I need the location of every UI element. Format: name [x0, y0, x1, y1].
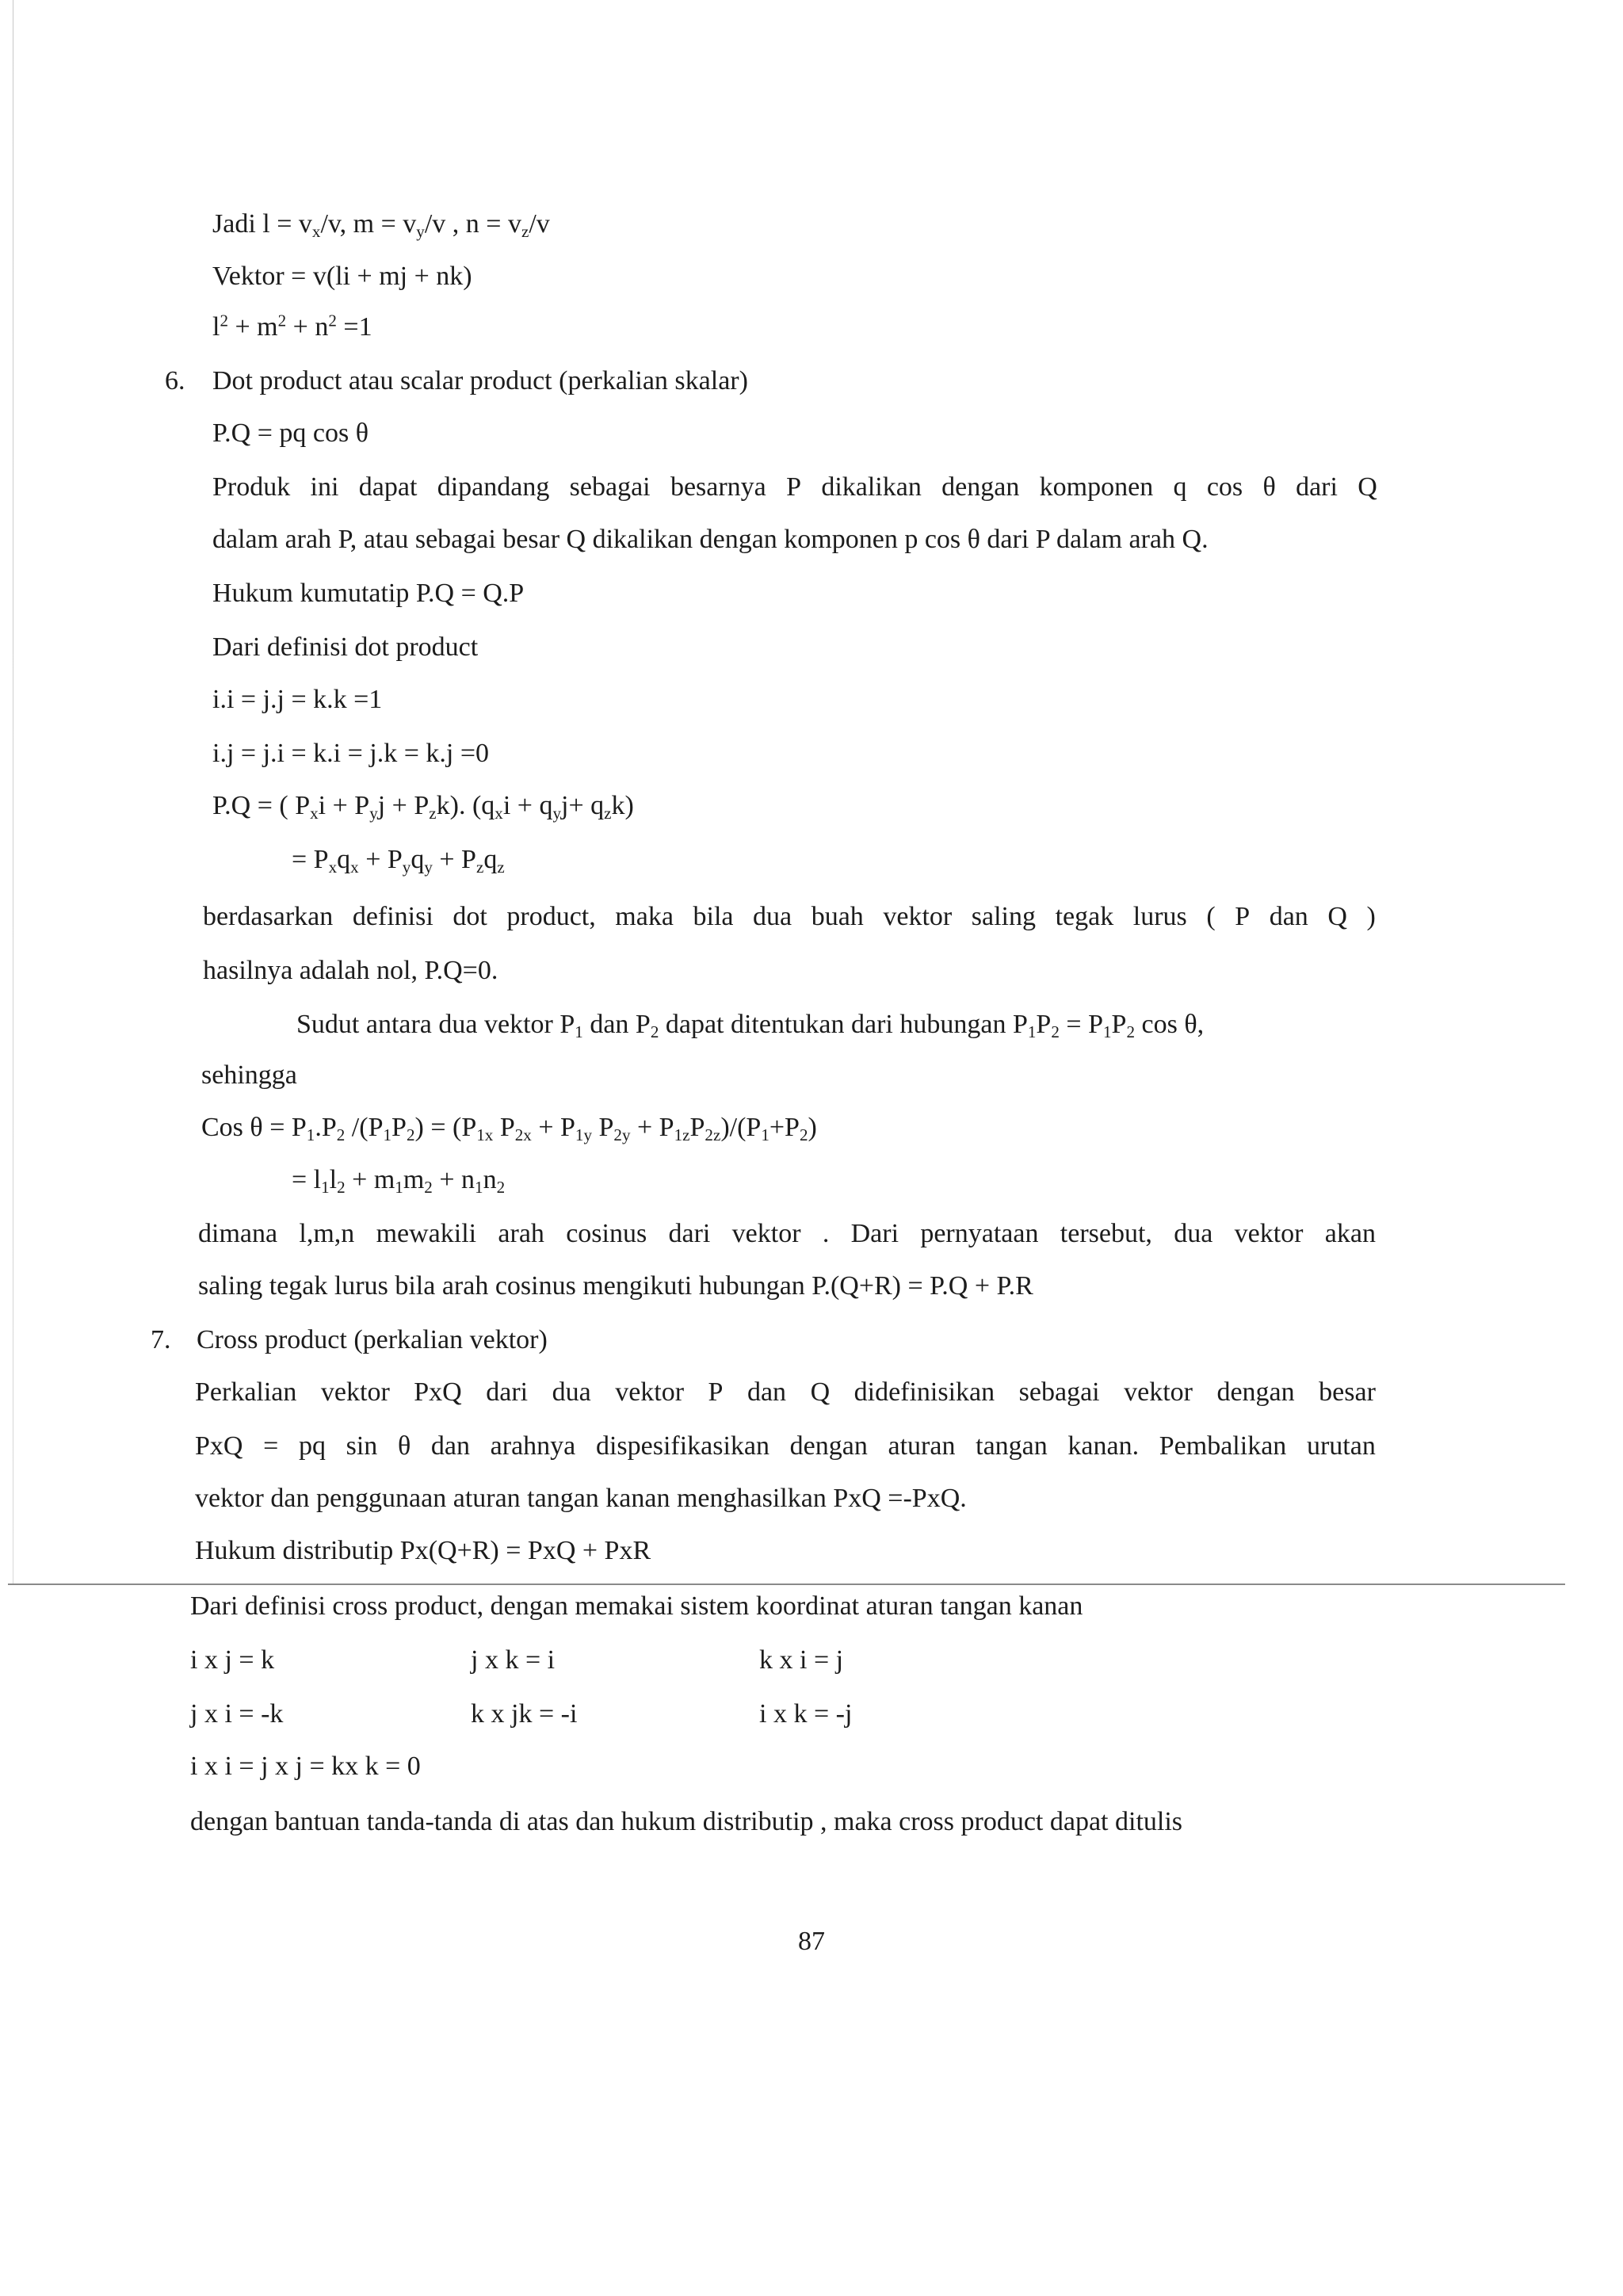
equation-ij: i.j = j.i = k.i = j.k = k.j =0: [212, 739, 489, 768]
text-run: k). (q: [436, 791, 495, 820]
text-run: dan P: [582, 1010, 651, 1039]
subscript: 1: [306, 1125, 315, 1144]
subscript: 2: [1126, 1022, 1135, 1041]
word: ini: [310, 472, 339, 502]
subscript: z: [475, 857, 484, 877]
equation-cos: [201, 1113, 817, 1144]
word: dan: [1269, 902, 1308, 931]
subscript: 1: [475, 1177, 483, 1197]
subscript: x: [350, 857, 359, 877]
word: Q: [1327, 902, 1347, 931]
cross-identity-jxk: j x k = i: [471, 1645, 556, 1675]
text-run: + n: [286, 312, 329, 342]
word: vektor: [883, 902, 953, 931]
subscript: 1y: [575, 1125, 592, 1144]
word: buah: [811, 902, 864, 931]
text-run: + m: [228, 312, 278, 342]
word: tersebut,: [1060, 1219, 1152, 1248]
text-run: dapat ditentukan dari hubungan P: [659, 1010, 1028, 1039]
cross-identity-kxjk: k x jk = -i: [471, 1699, 578, 1729]
paragraph-perkalian-line-3: vektor dan penggunaan aturan tangan kanan menghasilkan PxQ =-PxQ.: [195, 1484, 967, 1513]
text-run: m: [403, 1165, 425, 1194]
subscript: 1: [1027, 1022, 1037, 1041]
text-line-jadi: [212, 209, 550, 241]
word: P: [786, 472, 801, 502]
subscript: 1: [321, 1177, 330, 1197]
subscript: 2: [337, 1177, 346, 1197]
text-run: + P: [432, 845, 476, 874]
subscript: 1: [383, 1125, 392, 1144]
subscript: 1: [1102, 1022, 1112, 1041]
word: P: [708, 1377, 724, 1407]
text-run: n: [483, 1165, 497, 1194]
word: dari: [668, 1219, 711, 1248]
text-line-sehingga: sehingga: [201, 1060, 297, 1090]
subscript: 2: [406, 1125, 415, 1144]
text-run: /v , n = v: [424, 209, 521, 239]
word: kanan.: [1067, 1431, 1140, 1461]
word: Perkalian: [195, 1377, 297, 1407]
word: cosinus: [566, 1219, 647, 1248]
word: (: [1206, 902, 1216, 931]
word: vektor: [615, 1377, 685, 1407]
text-run: k): [611, 791, 634, 820]
word: aturan: [888, 1431, 956, 1461]
text-run: /v: [529, 209, 550, 239]
equation-pq-expand: [212, 791, 634, 823]
subscript: z: [521, 221, 529, 241]
text-run: P.Q = ( P: [212, 791, 311, 820]
paragraph-dimana-line-1: [198, 1221, 1376, 1247]
list-number-6: 6.: [165, 366, 185, 395]
subscript: 2: [1051, 1022, 1060, 1041]
subscript: 1: [575, 1022, 583, 1041]
subscript: y: [369, 803, 378, 823]
equation-pq-result: [292, 845, 505, 877]
paragraph-produk-line-1: [212, 474, 1377, 501]
word: vektor: [1234, 1219, 1304, 1248]
text-line-vektor: Vektor = v(li + mj + nk): [212, 262, 472, 291]
word: P: [1235, 902, 1251, 931]
word: θ: [397, 1431, 411, 1461]
text-run: j + P: [377, 791, 430, 820]
word: pq: [298, 1431, 326, 1461]
word: maka: [615, 902, 674, 931]
subscript: 2z: [705, 1125, 721, 1144]
text-line-sudut: [296, 1010, 1205, 1041]
word: saling: [971, 902, 1036, 931]
superscript: 2: [220, 311, 228, 330]
word: dua: [552, 1377, 591, 1407]
text-run: i + P: [318, 791, 370, 820]
paragraph-berdasarkan-line-1: [203, 904, 1376, 930]
word: product,: [506, 902, 596, 931]
subscript: y: [424, 857, 433, 877]
word: sin: [346, 1431, 378, 1461]
cross-identity-kxi: k x i = j: [759, 1645, 844, 1675]
text-run: + P: [531, 1113, 575, 1142]
word: dot: [453, 902, 487, 931]
text-run: P: [493, 1113, 515, 1142]
subscript: y: [416, 221, 425, 241]
text-run: ) = (P: [414, 1113, 477, 1142]
text-line-dengan-bantuan: dengan bantuan tanda-tanda di atas dan hukum distributip , maka cross product dapat ditulis: [190, 1807, 1183, 1836]
subscript: z: [604, 803, 612, 823]
equation-pq: P.Q = pq cos θ: [212, 418, 369, 448]
word: definisi: [352, 902, 433, 931]
text-run: Sudut antara dua vektor P: [296, 1010, 575, 1039]
text-run: Jadi l = v: [212, 209, 312, 239]
word: dikalikan: [821, 472, 922, 502]
subscript: 2: [650, 1022, 659, 1041]
text-run: q: [411, 845, 425, 874]
word: urutan: [1306, 1431, 1376, 1461]
word: dimana: [198, 1219, 278, 1248]
text-run: =1: [336, 312, 372, 342]
paragraph-produk-line-2: dalam arah P, atau sebagai besar Q dikalikan dengan komponen p cos θ dari P dalam arah Q.: [212, 525, 1209, 554]
text-run: P: [1111, 1010, 1127, 1039]
text-run: = P: [292, 845, 329, 874]
cross-identity-ixk: i x k = -j: [759, 1699, 853, 1729]
text-line-distributip: Hukum distributip Px(Q+R) = PxQ + PxR: [195, 1536, 651, 1565]
word: vektor: [320, 1377, 390, 1407]
subscript: 1x: [476, 1125, 494, 1144]
scan-fold-line: [8, 1584, 1565, 1585]
subscript: z: [497, 857, 505, 877]
word: θ: [1262, 472, 1276, 502]
subscript: x: [328, 857, 338, 877]
word: dipandang: [437, 472, 550, 502]
word: mewakili: [376, 1219, 477, 1248]
list-number-7: 7.: [151, 1325, 171, 1354]
subscript: y: [402, 857, 411, 877]
text-line-dari-definisi: Dari definisi dot product: [212, 632, 479, 662]
word: dua: [753, 902, 792, 931]
paragraph-berdasarkan-line-2: hasilnya adalah nol, P.Q=0.: [203, 956, 498, 985]
word: PxQ: [195, 1431, 243, 1461]
text-line-dari-definisi-cross: Dari definisi cross product, dengan memakai sistem koordinat aturan tangan kanan: [190, 1591, 1083, 1621]
text-run: P: [1036, 1010, 1052, 1039]
subscript: x: [311, 221, 321, 241]
text-run: P: [391, 1113, 407, 1142]
text-run: P: [591, 1113, 614, 1142]
equation-ii: i.i = j.j = k.k =1: [212, 685, 383, 714]
text-run: l: [212, 312, 220, 342]
text-run: i + q: [502, 791, 553, 820]
word: dengan: [1216, 1377, 1295, 1407]
section-title-cross-product: Cross product (perkalian vektor): [197, 1325, 548, 1354]
text-line-komutatip: Hukum kumutatip P.Q = Q.P: [212, 579, 525, 608]
text-run: +P: [769, 1113, 800, 1142]
equation-cos-result: [292, 1165, 506, 1197]
word: komponen: [1039, 472, 1154, 502]
text-run: + P: [358, 845, 403, 874]
text-run: = l: [292, 1165, 322, 1194]
subscript: y: [552, 803, 561, 823]
word: dan: [747, 1377, 787, 1407]
word: l,m,n: [299, 1219, 355, 1248]
paragraph-dimana-line-2: saling tegak lurus bila arah cosinus mengikuti hubungan P.(Q+R) = P.Q + P.R: [198, 1271, 1033, 1301]
page-number: 87: [798, 1927, 825, 1956]
word: vektor: [1124, 1377, 1193, 1407]
subscript: 2: [799, 1125, 808, 1144]
word: didefinisikan: [854, 1377, 995, 1407]
subscript: 2y: [613, 1125, 631, 1144]
word: Q: [810, 1377, 831, 1407]
word: dispesifikasikan: [595, 1431, 770, 1461]
word: dua: [1174, 1219, 1213, 1248]
word: Dari: [850, 1219, 899, 1248]
word: akan: [1324, 1219, 1376, 1248]
subscript: x: [310, 803, 319, 823]
word: vektor: [731, 1219, 801, 1248]
text-run: /v, m = v: [320, 209, 417, 239]
word: bila: [693, 902, 734, 931]
text-run: /(P: [345, 1113, 384, 1142]
word: dan: [430, 1431, 471, 1461]
subscript: 1: [395, 1177, 403, 1197]
subscript: z: [429, 803, 437, 823]
cross-identity-ixj: i x j = k: [190, 1645, 275, 1675]
superscript: 2: [277, 311, 287, 330]
word: pernyataan: [920, 1219, 1039, 1248]
subscript: 2x: [514, 1125, 532, 1144]
word: dengan: [941, 472, 1020, 502]
word: dari: [1296, 472, 1338, 502]
text-run: Cos θ = P: [201, 1113, 307, 1142]
text-run: j+ q: [561, 791, 605, 820]
text-run: .P: [315, 1113, 337, 1142]
paragraph-perkalian-line-2: [195, 1433, 1376, 1460]
equation-ixi: i x i = j x j = kx k = 0: [190, 1752, 421, 1781]
word: dapat: [358, 472, 418, 502]
word: berdasarkan: [203, 902, 334, 931]
text-run: + P: [630, 1113, 674, 1142]
word: PxQ: [414, 1377, 462, 1407]
subscript: 1: [761, 1125, 769, 1144]
word: tangan: [976, 1431, 1048, 1461]
text-run: ): [808, 1113, 817, 1142]
subscript: 2: [496, 1177, 506, 1197]
word: dengan: [789, 1431, 868, 1461]
word: ): [1366, 902, 1376, 931]
subscript: 2: [336, 1125, 346, 1144]
text-run: q: [337, 845, 351, 874]
text-run: cos θ,: [1135, 1010, 1205, 1039]
cross-identity-jxi: j x i = -k: [190, 1699, 284, 1729]
subscript: 1z: [674, 1125, 690, 1144]
text-run: = P: [1059, 1010, 1103, 1039]
text-run: q: [483, 845, 498, 874]
text-run: + m: [345, 1165, 395, 1194]
word: .: [822, 1219, 830, 1248]
word: Produk: [212, 472, 291, 502]
text-run: + n: [432, 1165, 475, 1194]
word: sebagai: [569, 472, 651, 502]
word: cos: [1206, 472, 1243, 502]
paragraph-perkalian-line-1: [195, 1379, 1376, 1406]
word: besar: [1319, 1377, 1376, 1407]
subscript: x: [495, 803, 503, 823]
text-run: l: [329, 1165, 338, 1194]
word: sebagai: [1018, 1377, 1100, 1407]
word: Pembalikan: [1159, 1431, 1287, 1461]
section-title-dot-product: Dot product atau scalar product (perkalian skalar): [212, 366, 748, 395]
word: =: [263, 1431, 279, 1461]
text-run: P: [689, 1113, 705, 1142]
word: lurus: [1132, 902, 1187, 931]
word: arah: [498, 1219, 544, 1248]
word: dari: [486, 1377, 529, 1407]
word: Q: [1358, 472, 1377, 502]
equation-lmn: [212, 311, 372, 342]
subscript: 2: [424, 1177, 433, 1197]
word: besarnya: [670, 472, 766, 502]
word: arahnya: [490, 1431, 576, 1461]
word: q: [1173, 472, 1187, 502]
superscript: 2: [328, 311, 337, 330]
text-run: )/(P: [720, 1113, 762, 1142]
word: tegak: [1055, 902, 1114, 931]
